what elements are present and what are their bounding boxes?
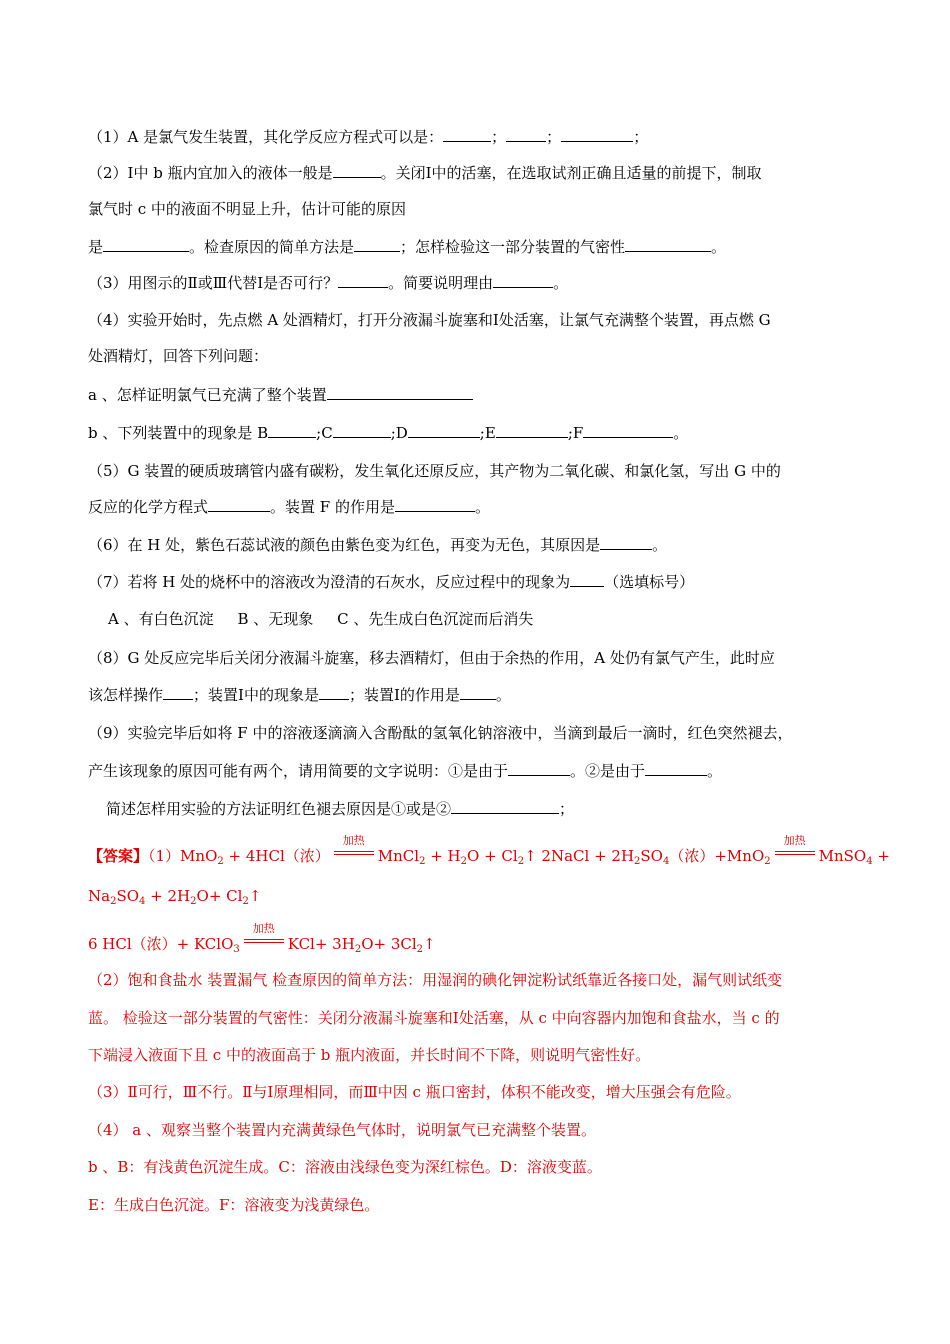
blank bbox=[163, 685, 193, 700]
question-4-line-1: （4）实验开始时，先点燃 A 处酒精灯，打开分液漏斗旋塞和Ⅰ处活塞，让氯气充满整个装置，再点燃 G bbox=[88, 311, 771, 329]
answer-1-line-1: 【答案】（1）MnO$_2$ + 4HCl（浓） 加热 MnCl$_2$ + $H_2O$ + $Cl_2↑$ 2NaCl + $2H_2SO_4$（浓）+MnO$_2$ 加热 MnSO$_4$ + bbox=[88, 834, 890, 867]
blank bbox=[319, 685, 349, 700]
answer-1-line-2: $Na_2SO_4 + 2H_2O+$ $Cl_2↑$ bbox=[88, 887, 262, 907]
question-9-line-1: （9）实验完毕后如将 F 中的溶液逐滴滴入含酚酞的氢氧化钠溶液中，当滴到最后一滴时，红色突然褪去， bbox=[88, 724, 793, 742]
question-5-line-1: （5）G 装置的硬质玻璃管内盛有碳粉，发生氧化还原反应，其产物为二氧化碳、和氯化氢，写出 G 中的 bbox=[88, 462, 781, 480]
blank bbox=[496, 423, 568, 438]
blank bbox=[460, 685, 496, 700]
blank bbox=[354, 237, 400, 252]
question-1: （1）A 是氯气发生装置，其化学反应方程式可以是： ； ； ； bbox=[88, 128, 649, 146]
answer-2-line-1: （2）饱和食盐水 装置漏气 检查原因的简单方法：用湿润的碘化钾淀粉试纸靠近各接口处，漏气则试纸变 bbox=[88, 971, 783, 989]
question-2-line-3: 是 。检查原因的简单方法是 ；怎样检验这一部分装置的气密性 。 bbox=[88, 238, 727, 256]
question-4b: b 、下列装置中的现象是 B ;C ;D ;E ;F 。 bbox=[88, 424, 689, 442]
answer-1-line-3: 6 HCl（浓）+ KClO$_3$ 加热 $KCl+ 3H_2O+$ $3Cl_2↑$ bbox=[88, 922, 436, 955]
question-8-line-2: 该怎样操作 ；装置Ⅰ中的现象是 ；装置Ⅰ的作用是 。 bbox=[88, 686, 511, 704]
blank bbox=[625, 237, 711, 252]
answer-4-line-1: （4） a 、观察当整个装置内充满黄绿色气体时，说明氯气已充满整个装置。 bbox=[88, 1121, 597, 1139]
question-3: （3）用图示的Ⅱ或Ⅲ代替Ⅰ是否可行？ 。简要说明理由 。 bbox=[88, 274, 569, 292]
answer-label: 【答案】 bbox=[88, 847, 149, 865]
question-4-line-2: 处酒精灯，回答下列问题： bbox=[88, 347, 269, 365]
question-7: （7）若将 H 处的烧杯中的溶液改为澄清的石灰水，反应过程中的现象为 （选填标号） bbox=[88, 573, 695, 591]
blank bbox=[600, 535, 652, 550]
heating-arrow: 加热 bbox=[775, 845, 815, 863]
blank bbox=[561, 127, 633, 142]
question-6: （6）在 H 处，紫色石蕊试液的颜色由紫色变为红色，再变为无色，其原因是 。 bbox=[88, 536, 668, 554]
answer-3: （3）Ⅱ可行，Ⅲ不行。Ⅱ与Ⅰ原理相同，而Ⅲ中因 c 瓶口密封，体积不能改变，增大压强会有危险。 bbox=[88, 1083, 741, 1101]
question-7-options: A 、有白色沉淀 B 、无现象 C 、先生成白色沉淀而后消失 bbox=[108, 610, 534, 628]
question-2-line-1: （2）Ⅰ中 b 瓶内宜加入的液体一般是 。关闭Ⅰ中的活塞，在选取试剂正确且适量的前提下，制取 bbox=[88, 164, 762, 182]
blank bbox=[408, 423, 480, 438]
blank bbox=[583, 423, 673, 438]
question-9-line-2: 产生该现象的原因可能有两个，请用简要的文字说明：①是由于 。②是由于 。 bbox=[88, 762, 723, 780]
answer-4-line-2: b 、B：有浅黄色沉淀生成。C：溶液由浅绿色变为深红棕色。D：溶液变蓝。 bbox=[88, 1158, 602, 1176]
question-8-line-1: （8）G 处反应完毕后关闭分液漏斗旋塞，移去酒精灯，但由于余热的作用，A 处仍有氯气产生，此时应 bbox=[88, 649, 775, 667]
blank bbox=[508, 761, 570, 776]
answer-2-line-3: 下端浸入液面下且 c 中的液面高于 b 瓶内液面，并长时间不下降，则说明气密性好。 bbox=[88, 1046, 651, 1064]
answer-4-line-3: E：生成白色沉淀。F：溶液变为浅黄绿色。 bbox=[88, 1196, 380, 1214]
blank bbox=[268, 423, 316, 438]
blank bbox=[338, 273, 388, 288]
blank bbox=[208, 497, 270, 512]
question-2-line-2: 氯气时 c 中的液面不明显上升，估计可能的原因 bbox=[88, 200, 406, 218]
heating-arrow: 加热 bbox=[334, 845, 374, 863]
answer-2-line-2: 蓝。 检验这一部分装置的气密性：关闭分液漏斗旋塞和Ⅰ处活塞，从 c 中向容器内加饱和食盐水，当 c 的 bbox=[88, 1009, 780, 1027]
blank bbox=[443, 127, 491, 142]
blank bbox=[327, 385, 473, 400]
blank bbox=[451, 799, 559, 814]
blank bbox=[570, 572, 604, 587]
blank bbox=[645, 761, 707, 776]
blank bbox=[395, 497, 475, 512]
heating-arrow: 加热 bbox=[244, 933, 284, 951]
question-4a: a 、怎样证明氯气已充满了整个装置 bbox=[88, 385, 890, 405]
blank bbox=[333, 163, 381, 178]
blank bbox=[506, 127, 546, 142]
blank bbox=[333, 423, 391, 438]
question-5-line-2: 反应的化学方程式 。装置 F 的作用是 。 bbox=[88, 498, 490, 516]
blank bbox=[493, 273, 553, 288]
blank bbox=[103, 237, 189, 252]
question-9-line-3: 简述怎样用实验的方法证明红色褪去原因是①或是② ； bbox=[106, 800, 575, 818]
